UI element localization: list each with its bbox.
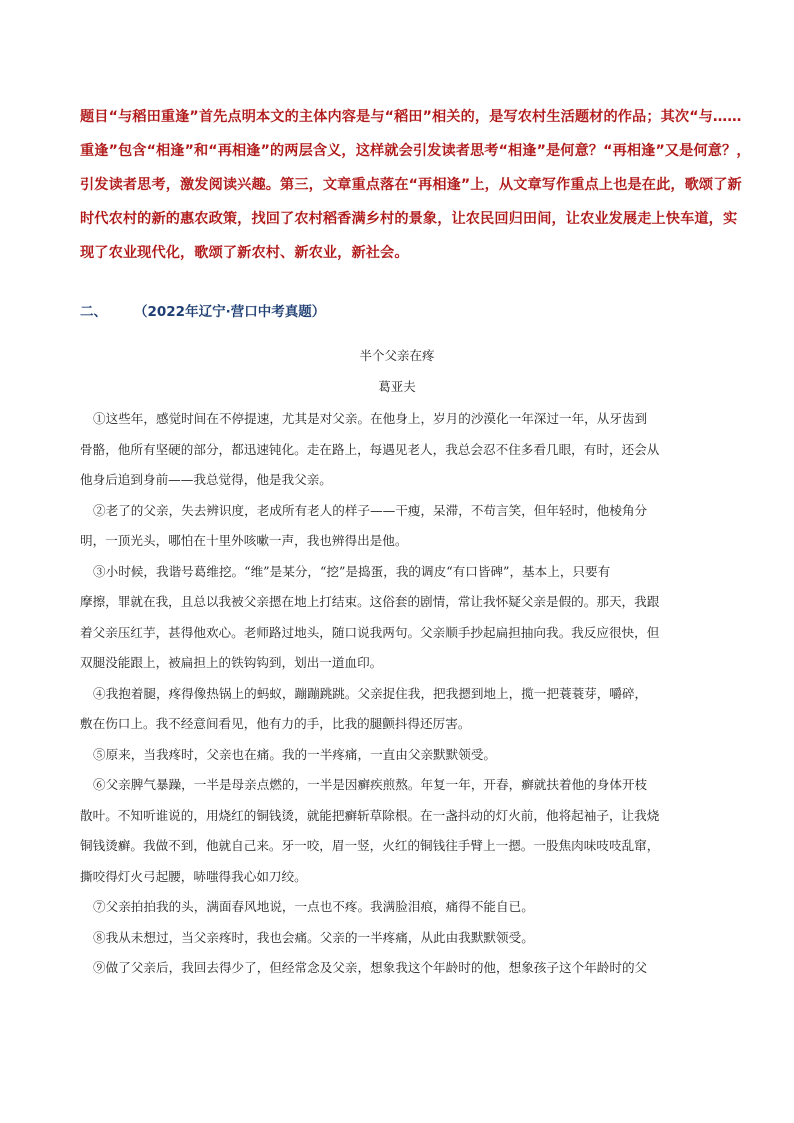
article-line: ⑤原来，当我疼时，父亲也在痛。我的一半疼痛，一直由父亲默默领受。 bbox=[93, 746, 496, 762]
article-line: 明，一顶光头，哪怕在十里外咳嗽一声，我也辨得出是他。 bbox=[80, 533, 408, 548]
section-source: （2022年辽宁·营口中考真题） bbox=[134, 304, 326, 320]
analysis-line: 重逢”包含“相逢”和“再相逢”的两层含义，这样就会引发读者思考“相逢”是何意？“再相逢”又是何意？， bbox=[80, 143, 751, 159]
analysis-line: 时代农村的新的惠农政策，找回了农村稻香满乡村的景象，让农民回归田间，让农业发展走上快车道，实 bbox=[80, 211, 738, 227]
article-line: 散叶。不知听谁说的，用烧红的铜钱烫，就能把癣斩草除根。在一盏抖动的灯火前，他将起袖子，让我烧 bbox=[80, 807, 660, 823]
analysis-line: 引发读者思考，激发阅读兴趣。第三，文章重点落在“再相逢”上，从文章写作重点上也是在此，歌颂了新 bbox=[80, 177, 742, 193]
article-title: 半个父亲在疼 bbox=[359, 348, 435, 363]
article-line: 摩擦，罪就在我，且总以我被父亲摁在地上打结束。这俗套的剧情，常让我怀疑父亲是假的。那天，我跟 bbox=[80, 594, 660, 609]
article-author: 葛亚夫 bbox=[378, 379, 416, 394]
article-line: 他身后追到身前——我总觉得，他是我父亲。 bbox=[80, 472, 332, 487]
article-line: ⑥父亲脾气暴躁，一半是母亲点燃的，一半是因癣疾煎熬。年复一年，开春，癣就扶着他的身体开枝 bbox=[93, 777, 648, 792]
article-line: ②老了的父亲，失去辨识度，老成所有老人的样子——干瘦，呆滞，不苟言笑，但年轻时，他棱角分 bbox=[93, 502, 648, 518]
article-body bbox=[80, 404, 720, 984]
section-number: 二、 bbox=[80, 304, 107, 320]
article-line: 撕咬得灯火弓起腰，哧嗤得我心如刀绞。 bbox=[80, 868, 307, 884]
analysis-line: 现了农业现代化，歌颂了新农村、新农业，新社会。 bbox=[80, 245, 409, 261]
article-line: ④我抱着腿，疼得像热锅上的蚂蚁，蹦蹦跳跳。父亲捉住我，把我摁到地上，揽一把蓑蓑芽，嚼碎， bbox=[93, 685, 648, 701]
article-line: ⑨做了父亲后，我回去得少了，但经常念及父亲，想象我这个年龄时的他，想象孩子这个年龄时的父 bbox=[93, 960, 648, 975]
section-heading bbox=[80, 300, 325, 320]
article-line: ⑧我从未想过，当父亲疼时，我也会痛。父亲的一半疼痛，从此由我默默领受。 bbox=[93, 929, 534, 945]
article-line: 铜钱烫癣。我做不到，他就自己来。牙一咬，眉一竖，火红的铜钱往手臂上一摁。一股焦肉味吱吱乱窜， bbox=[80, 838, 660, 853]
article-line: 双腿没能跟上，被扁担上的铁钩钩到，划出一道血印。 bbox=[80, 655, 383, 670]
article-line: ①这些年，感觉时间在不停提速，尤其是对父亲。在他身上，岁月的沙漠化一年深过一年，从牙齿到 bbox=[93, 411, 648, 426]
article-line: 敷在伤口上。我不经意间看见，他有力的手，比我的腿颤抖得还厉害。 bbox=[80, 716, 471, 731]
article-line: ⑦父亲拍拍我的头，满面春风地说，一点也不疼。我满脸泪痕，痛得不能自已。 bbox=[93, 899, 534, 914]
analysis-paragraph bbox=[80, 100, 751, 270]
article-line: 骨骼，他所有坚硬的部分，都迅速钝化。走在路上，每遇见老人，我总会忍不住多看几眼，有时，还会从 bbox=[80, 441, 660, 457]
article-line: 着父亲压红芋，甚得他欢心。老师路过地头，随口说我两句。父亲顺手抄起扁担抽向我。我反应很快，但 bbox=[80, 624, 660, 640]
analysis-line: 题目“与稻田重逢”首先点明本文的主体内容是与“稻田”相关的，是写农村生活题材的作品；其次“与…… bbox=[80, 109, 742, 125]
article-line: ③小时候，我谐号葛维挖。“维”是某分，“挖”是捣蛋，我的调皮“有口皆碑”，基本上，只要有 bbox=[93, 563, 611, 579]
